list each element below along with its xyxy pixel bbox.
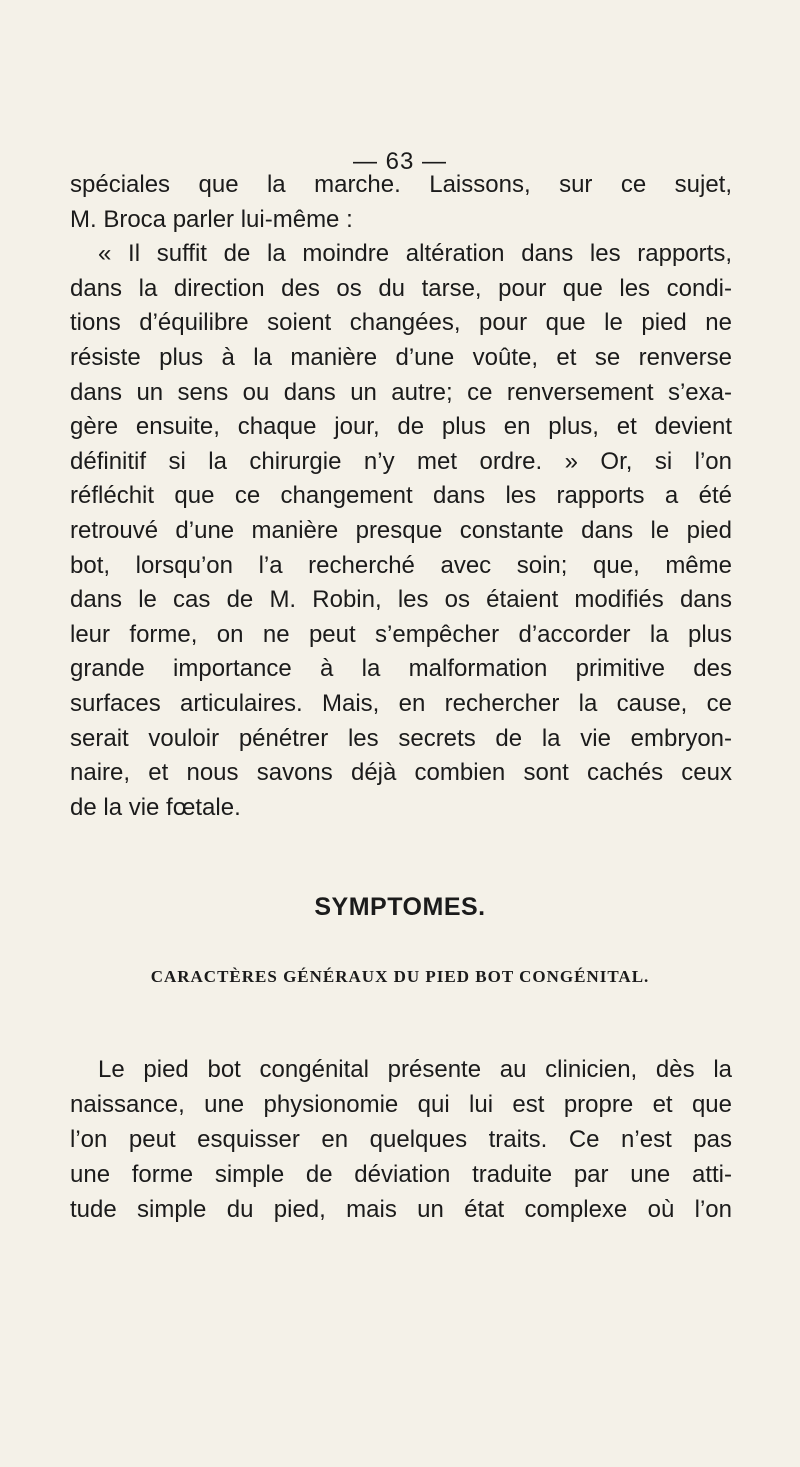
text-line: « Il suffit de la moindre altération dans les rapports, xyxy=(98,240,732,268)
text-line: définitif si la chirurgie n’y met ordre. » Or, si l’on xyxy=(70,447,732,475)
text-line: dans le cas de M. Robin, les os étaient modifiés dans xyxy=(70,586,732,614)
text-line: une forme simple de déviation traduite par une atti- xyxy=(70,1161,732,1188)
text-line: surfaces articulaires. Mais, en rechercher la cause, ce xyxy=(70,689,732,717)
text-line: résiste plus à la manière d’une voûte, et se renverse xyxy=(70,343,732,371)
section-title: SYMPTOMES. xyxy=(314,893,486,921)
text-line: M. Broca parler lui-même : xyxy=(70,205,353,233)
page-number: — 63 — xyxy=(352,148,448,175)
text-line: dans un sens ou dans un autre; ce renversement s’exa- xyxy=(70,378,732,406)
text-line: de la vie fœtale. xyxy=(70,793,241,821)
text-line: dans la direction des os du tarse, pour que les condi- xyxy=(70,274,732,302)
text-line: tions d’équilibre soient changées, pour que le pied ne xyxy=(70,309,732,337)
text-line: bot, lorsqu’on l’a recherché avec soin; que, même xyxy=(70,551,732,579)
text-line: naire, et nous savons déjà combien sont cachés ceux xyxy=(70,759,732,787)
paragraph-1 xyxy=(70,168,732,825)
text-line: Le pied bot congénital présente au clinicien, dès la xyxy=(98,1056,732,1083)
section-subtitle: CARACTÈRES GÉNÉRAUX DU PIED BOT CONGÉNITAL. xyxy=(150,967,650,986)
text-line: grande importance à la malformation primitive des xyxy=(70,655,732,683)
text-line: naissance, une physionomie qui lui est propre et que xyxy=(70,1091,732,1118)
text-line: leur forme, on ne peut s’empêcher d’accorder la plus xyxy=(70,620,732,648)
text-line: retrouvé d’une manière presque constante dans le pied xyxy=(70,516,732,544)
text-line: gère ensuite, chaque jour, de plus en plus, et devient xyxy=(70,413,732,441)
text-line: réfléchit que ce changement dans les rapports a été xyxy=(70,482,732,510)
text-line: spéciales que la marche. Laissons, sur ce sujet, xyxy=(70,171,732,198)
text-line: l’on peut esquisser en quelques traits. Ce n’est pas xyxy=(70,1126,732,1153)
paragraph-2 xyxy=(70,1052,732,1227)
text-line: serait vouloir pénétrer les secrets de la vie embryon- xyxy=(70,724,732,752)
text-line: tude simple du pied, mais un état complexe où l’on xyxy=(70,1196,732,1223)
